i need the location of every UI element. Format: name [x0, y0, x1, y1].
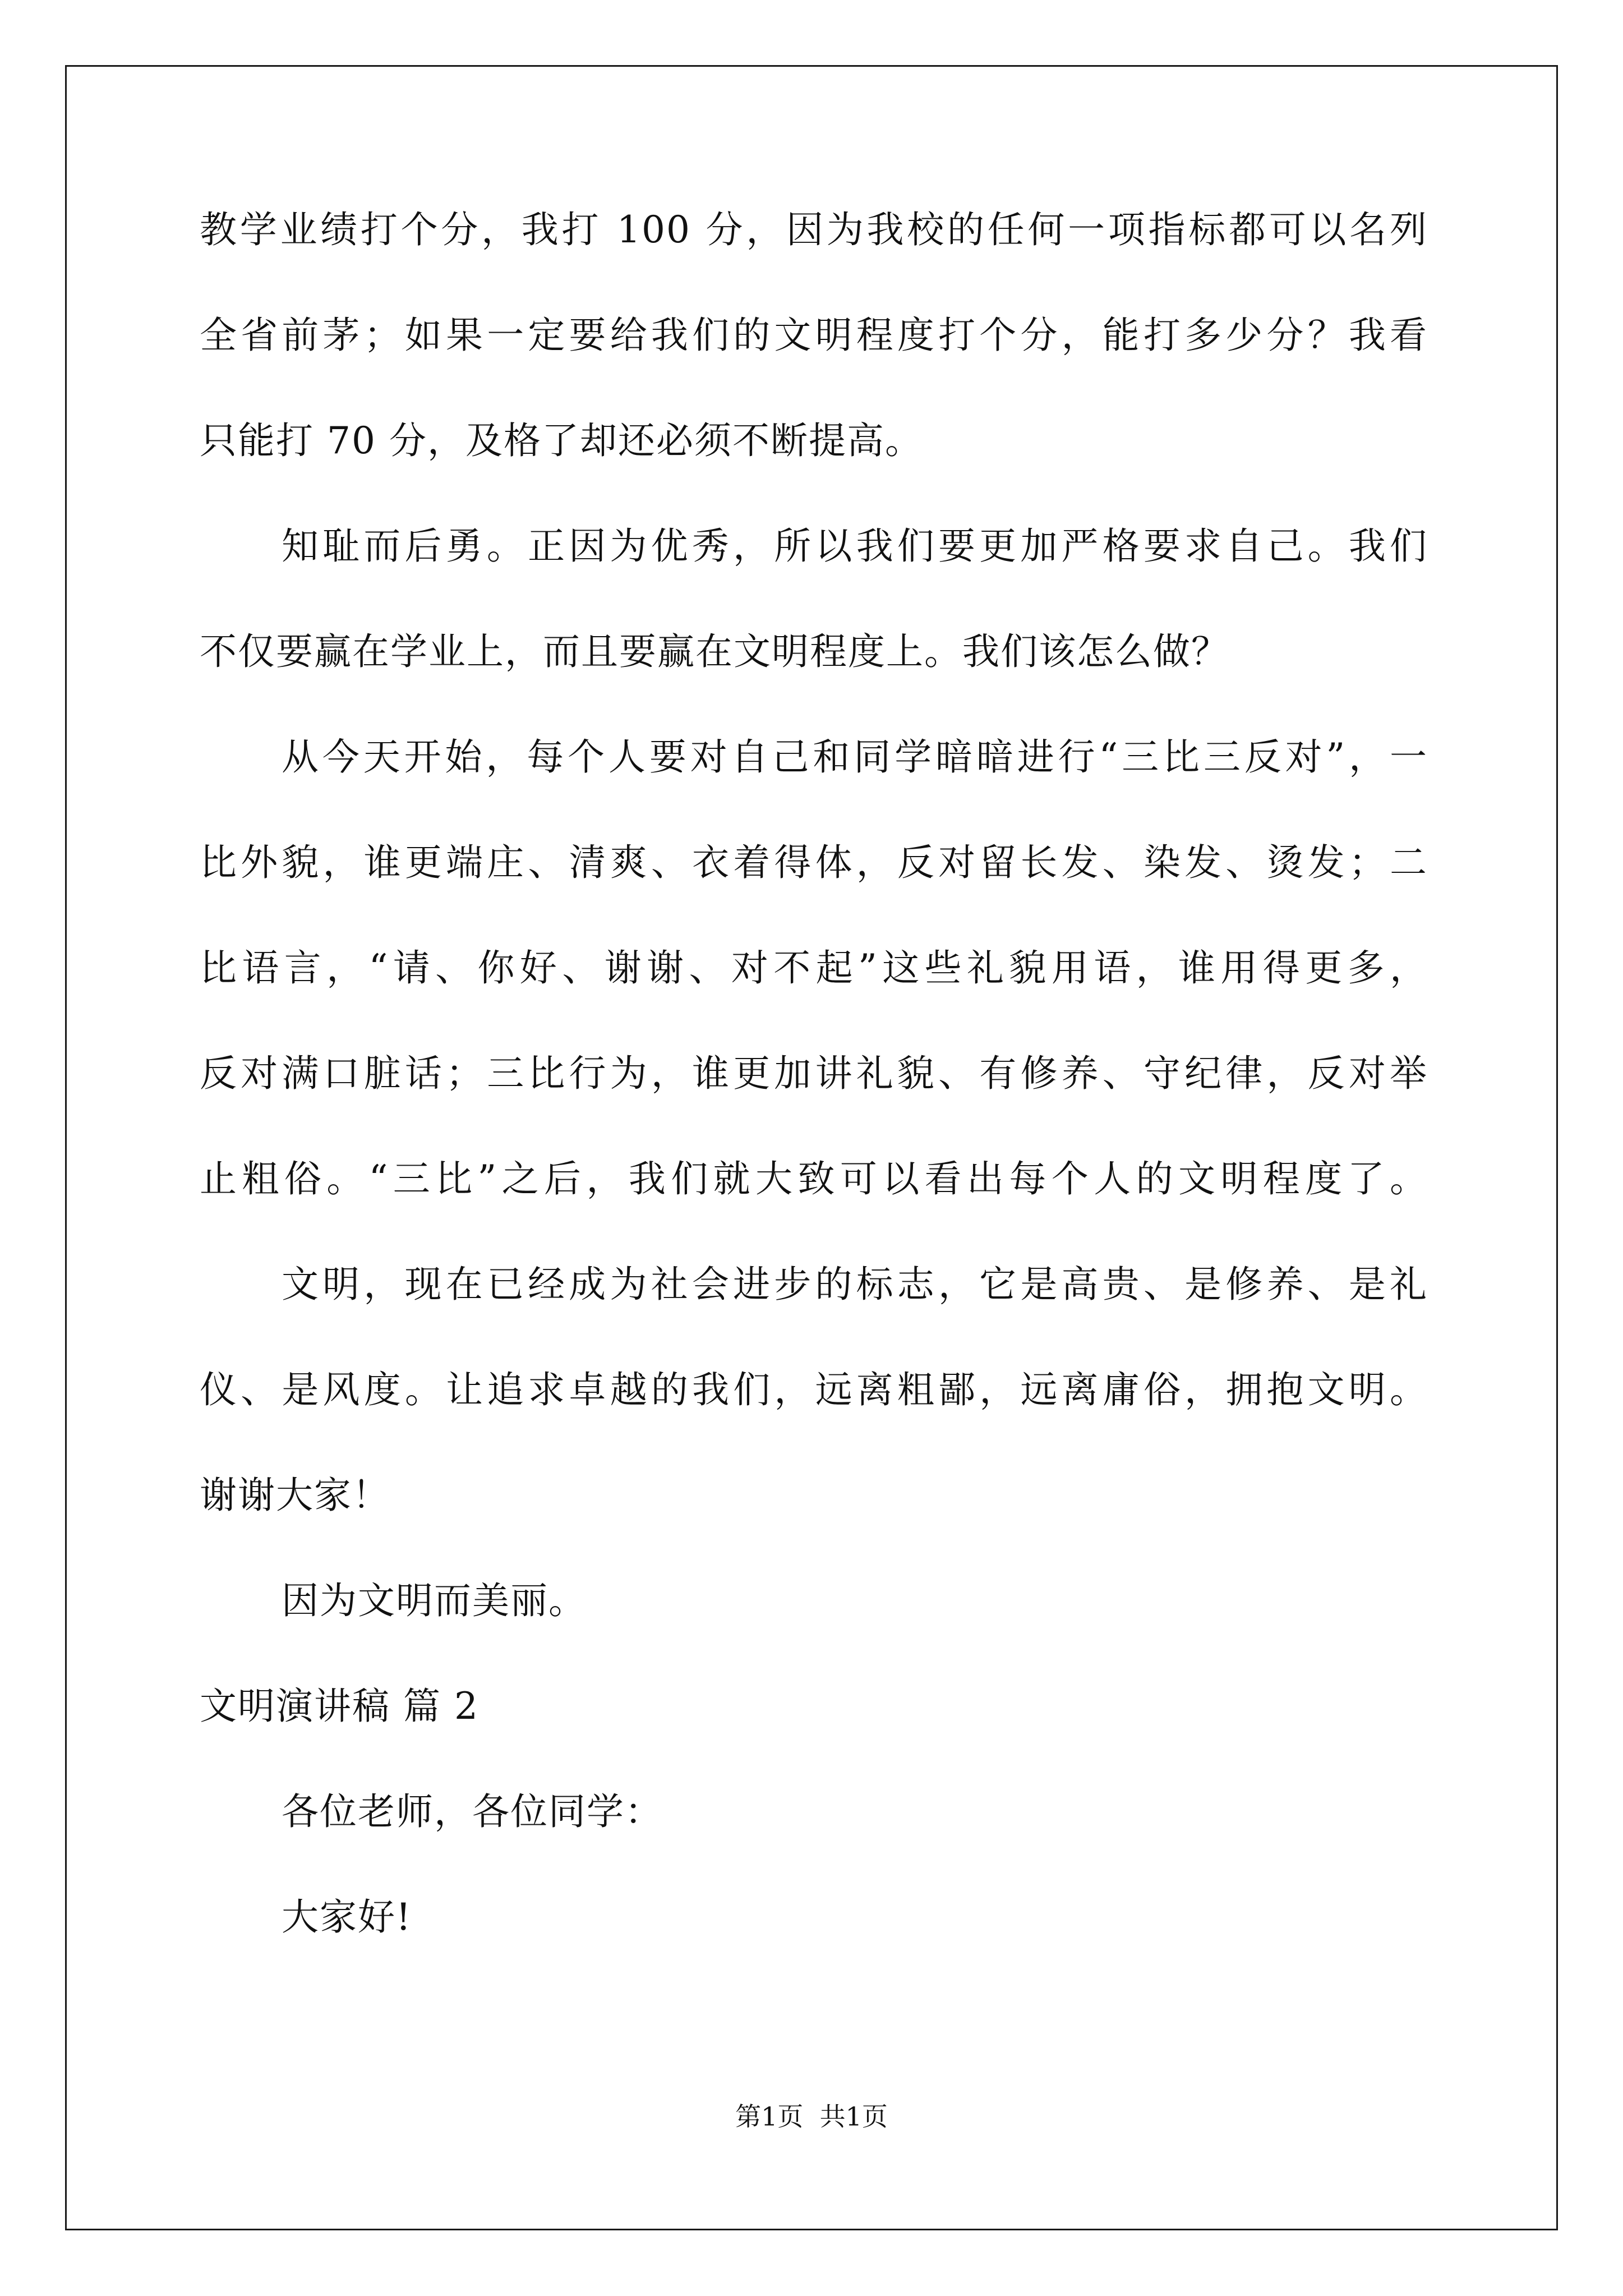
- paragraph-line: 比外貌，谁更端庄、清爽、衣着得体，反对留长发、染发、烫发；二: [200, 841, 1428, 884]
- paragraph-line: 文明，现在已经成为社会进步的标志，它是高贵、是修养、是礼: [282, 1263, 1428, 1306]
- paragraph-line: 不仅要赢在学业上，而且要赢在文明程度上。我们该怎么做？: [200, 630, 1229, 673]
- salutation: 各位老师，各位同学：: [282, 1790, 663, 1833]
- paragraph-line: 全省前茅；如果一定要给我们的文明程度打个分，能打多少分？我看: [200, 314, 1428, 357]
- paragraph-line: 教学业绩打个分，我打 100 分，因为我校的任何一项指标都可以名列: [200, 208, 1428, 251]
- greeting: 大家好!: [282, 1895, 412, 1939]
- paragraph-line: 比语言，“请、你好、谢谢、对不起”这些礼貌用语，谁用得更多，: [200, 946, 1428, 990]
- paragraph-line: 止粗俗。“三比”之后，我们就大致可以看出每个人的文明程度了。: [200, 1157, 1428, 1200]
- paragraph-line: 仪、是风度。让追求卓越的我们，远离粗鄙，远离庸俗，拥抱文明。: [200, 1368, 1428, 1411]
- paragraph-line: 从今天开始，每个人要对自己和同学暗暗进行“三比三反对”，一: [282, 735, 1428, 779]
- paragraph-line: 只能打 70 分，及格了却还必须不断提高。: [200, 419, 923, 462]
- paragraph-line: 谢谢大家！: [200, 1474, 390, 1517]
- paragraph-line: 因为文明而美丽。: [282, 1579, 587, 1622]
- paragraph-line: 反对满口脏话；三比行为，谁更加讲礼貌、有修养、守纪律，反对举: [200, 1052, 1428, 1095]
- page-footer: 第1页 共1页: [735, 2101, 888, 2132]
- section-heading: 文明演讲稿 篇 2: [200, 1685, 479, 1728]
- paragraph-line: 知耻而后勇。正因为优秀，所以我们要更加严格要求自己。我们: [282, 524, 1428, 568]
